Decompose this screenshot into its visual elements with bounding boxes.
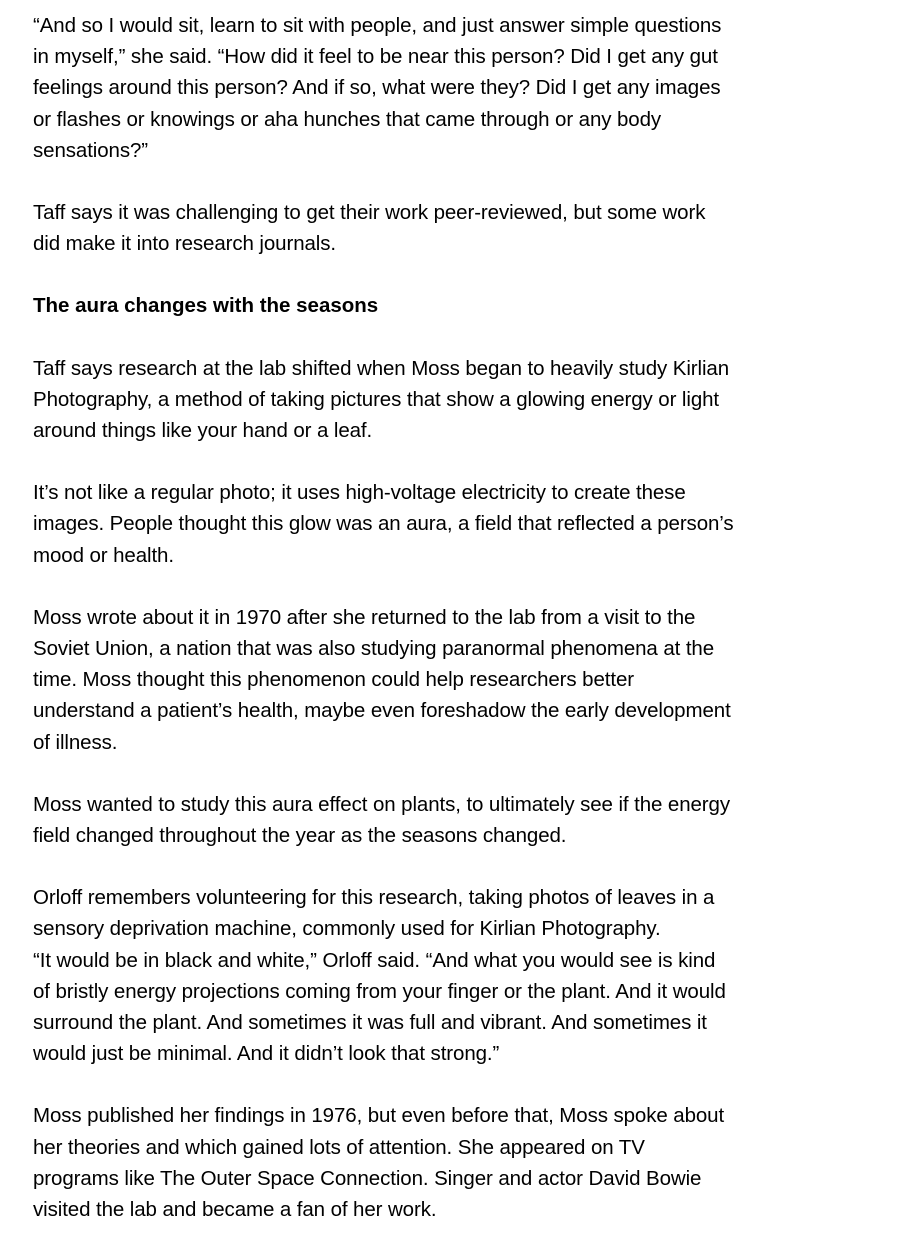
paragraph-kirlian-photography	[33, 353, 850, 447]
text-line: did make it into research journals.	[33, 232, 337, 256]
text-line: Soviet Union, a nation that was also studying paranormal phenomena at the	[33, 637, 715, 661]
text-line: time. Moss thought this phenomenon could help researchers better	[33, 668, 634, 692]
paragraph-published-findings	[33, 1100, 850, 1225]
text-line: understand a patient’s health, maybe even foreshadow the early development	[33, 699, 731, 723]
text-line: would just be minimal. And it didn’t look that strong.”	[33, 1042, 500, 1066]
text-line: in myself,” she said. “How did it feel to be near this person? Did I get any gut	[33, 45, 718, 69]
text-line: mood or health.	[33, 543, 174, 567]
text-line: Moss published her findings in 1976, but even before that, Moss spoke about	[33, 1104, 725, 1128]
text-line: sensations?”	[33, 138, 149, 162]
text-line: surround the plant. And sometimes it was full and vibrant. And sometimes it	[33, 1011, 707, 1035]
text-line: Moss wanted to study this aura effect on plants, to ultimately see if the energy	[33, 792, 730, 816]
text-line: Orloff remembers volunteering for this research, taking photos of leaves in a	[33, 886, 715, 910]
paragraph-peer-review	[33, 197, 850, 259]
text-line: sensory deprivation machine, commonly used for Kirlian Photography.	[33, 917, 661, 941]
text-line: Photography, a method of taking pictures that show a glowing energy or light	[33, 387, 720, 411]
text-line: her theories and which gained lots of attention. She appeared on TV	[33, 1135, 645, 1159]
text-line: images. People thought this glow was an aura, a field that reflected a person’s	[33, 512, 734, 536]
text-line: around things like your hand or a leaf.	[33, 419, 373, 443]
text-line: field changed throughout the year as the seasons changed.	[33, 824, 567, 848]
text-line: Taff says it was challenging to get their work peer-reviewed, but some work	[33, 201, 706, 225]
paragraph-quote-sitting	[33, 10, 850, 166]
paragraph-soviet-union	[33, 602, 850, 758]
text-line: “And so I would sit, learn to sit with people, and just answer simple questions	[33, 14, 722, 37]
text-line: or flashes or knowings or aha hunches that came through or any body	[33, 107, 662, 131]
text-line: of bristly energy projections coming from your finger or the plant. And it would	[33, 979, 726, 1003]
text-line: It’s not like a regular photo; it uses high-voltage electricity to create these	[33, 481, 686, 505]
text-line: Moss wrote about it in 1970 after she returned to the lab from a visit to the	[33, 605, 696, 629]
paragraph-orloff-volunteering	[33, 882, 850, 1069]
text-line: programs like The Outer Space Connection. Singer and actor David Bowie	[33, 1166, 702, 1190]
paragraph-not-regular-photo	[33, 477, 850, 571]
text-line: visited the lab and became a fan of her work.	[33, 1198, 437, 1222]
text-line: feelings around this person? And if so, what were they? Did I get any images	[33, 76, 721, 100]
paragraph-plants-seasons	[33, 789, 850, 851]
text-line: “It would be in black and white,” Orloff said. “And what you would see is kind	[33, 948, 716, 972]
text-line: Taff says research at the lab shifted when Moss began to heavily study Kirlian	[33, 356, 730, 380]
section-heading: The aura changes with the seasons	[33, 294, 379, 318]
text-line: of illness.	[33, 730, 118, 754]
